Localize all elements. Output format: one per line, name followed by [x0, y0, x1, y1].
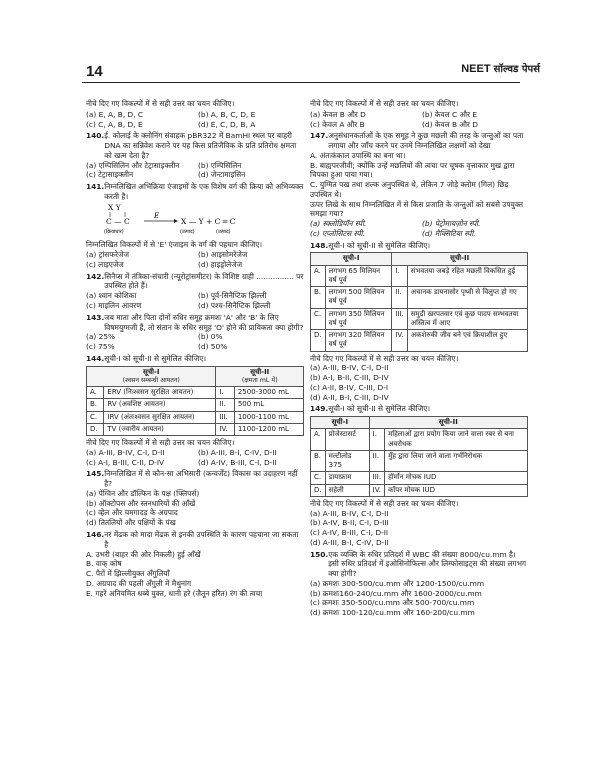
- question-text: सूची-I को सूची-II से सुमेलित कीजिए।: [328, 404, 431, 414]
- row-match: 1100-1200 mL: [234, 423, 303, 435]
- row-match: मुँह द्वारा लिया जाने वाला गर्भनिरोधक: [385, 450, 528, 471]
- table-row: [311, 287, 528, 308]
- question-number: 141.: [86, 182, 105, 192]
- row-item: सहेली: [325, 484, 369, 496]
- table-row: [311, 429, 528, 450]
- row-item: मल्टीलोड 375: [325, 450, 369, 471]
- option-c[interactable]: (c) A-II, B-IV, C-III, D-I: [310, 382, 389, 392]
- list-1-header: सूची-I: [311, 253, 392, 265]
- statement-c: C. पैरों में झिल्लीयुक्त अँगुलियाँ: [86, 569, 170, 579]
- question-text: जब माता और पिता दोनों रुधिर समूह क्रमशः 'A' और 'B' के लिए विषमयुग्मजी हैं, तो संतान के रुधिर समूह 'O' होने की प्रायिकता क्या होगी?: [104, 312, 304, 332]
- option-c[interactable]: (c) टेट्रासाइक्लीन: [86, 170, 134, 180]
- options: [86, 489, 304, 528]
- option-c[interactable]: (c) क्रमशः 350-500/cu.mm और 500-700/cu.mm: [310, 598, 475, 608]
- options: [86, 110, 304, 130]
- option-c[interactable]: (c) A-IV, B-III, C-I, D-II: [310, 528, 389, 538]
- option-a[interactable]: (a) 25%: [86, 332, 116, 342]
- book-title-brand: NEET: [461, 63, 491, 75]
- options: [86, 161, 304, 181]
- row-match: 500 mL: [234, 399, 303, 411]
- option-a[interactable]: (a) A-III, B-IV, C-I, D-II: [86, 447, 165, 457]
- option-d[interactable]: (d) क्रमशः 100-120/cu.mm और 160-200/cu.mm: [310, 608, 475, 618]
- option-d[interactable]: (d) A-IV, B-III, C-I, D-II: [198, 457, 277, 467]
- option-b[interactable]: (b) एम्पिसिलिन: [198, 160, 242, 170]
- option-b[interactable]: (b) क्रमशः160-240/cu.mm और 1600-2000/cu.mm: [310, 588, 482, 598]
- question-text: निम्नलिखित अभिक्रिया एंजाइमों के एक विशेष वर्ग की क्रिया को अभिव्यक्त करती है।: [104, 182, 304, 201]
- row-item: प्रोजेस्टासर्ट: [325, 429, 369, 450]
- question-145: [86, 469, 304, 528]
- row-roman: III.: [216, 411, 234, 423]
- option-d[interactable]: (d) मैक्सिटिया स्पी.: [422, 228, 476, 238]
- row-letter: A.: [311, 265, 326, 286]
- question-text: सूची-I को सूची-II से सुमेलित कीजिए।: [104, 353, 207, 363]
- question-150: [310, 550, 528, 618]
- options: [86, 332, 304, 352]
- option-c[interactable]: (c) केवल A और B: [310, 119, 365, 129]
- question-number: 147.: [310, 131, 329, 141]
- option-b[interactable]: (b) केवल C और E: [422, 109, 478, 119]
- product-caption-2: (उत्पाद): [216, 228, 231, 235]
- option-d[interactable]: (d) केवल B और D: [422, 119, 478, 129]
- statement-c: C. युग्मित पख तथा शल्क अनुपस्थित थे, लेकिन 7 जोड़े क्लोम (गिल) छिद्र उपस्थित थे।: [310, 180, 509, 199]
- question-148: [310, 241, 528, 403]
- row-item: IRV (अंतःश्वसन सुरक्षित आयतन): [104, 411, 216, 423]
- question-149: [310, 404, 528, 547]
- option-d[interactable]: (d) A-II, B-I, C-III, D-IV: [310, 392, 389, 402]
- row-letter: A.: [311, 429, 326, 450]
- list-1-header: सूची-I: [311, 417, 370, 429]
- row-roman: I.: [216, 387, 234, 399]
- question-number: 149.: [310, 404, 329, 414]
- book-title-sub: सॉल्वड पेपर्स: [493, 64, 540, 75]
- option-b[interactable]: (b) A, B, C, D, E: [198, 109, 256, 119]
- statement-a: A. उभरी (बाहर की ओर निकली) हुई आँखें: [86, 549, 201, 559]
- table-row: [87, 387, 304, 399]
- row-roman: IV.: [392, 330, 407, 351]
- question-text: एक व्यक्ति के रुधिर प्रतिदर्श में WBC की संख्या 8000/cu.mm है। इसी रुधिर प्रतिदर्श में इओसिनोफिल्स और लिम्फोसाइट्स की संख्या लगभग क्या होगी?: [328, 549, 527, 579]
- row-letter: B.: [87, 399, 104, 411]
- option-d[interactable]: (d) E, C, D, B, A: [198, 119, 256, 129]
- list-1-subtitle: (श्वसन सम्बन्धी आयतन): [122, 376, 180, 384]
- question-146-tail: [310, 99, 528, 129]
- reaction-products: X — Y + C ═ C: [181, 216, 236, 226]
- question-number: 143.: [86, 312, 105, 322]
- row-roman: III.: [369, 472, 384, 484]
- question-text: सूची-I को सूची-II से सुमेलित कीजिए।: [328, 240, 431, 250]
- table-row: [87, 399, 304, 411]
- row-item: डायाफ्राम: [325, 472, 369, 484]
- table-row: [311, 484, 528, 496]
- row-match: संभवतया जबड़े रहित मछली विकसित हुई: [407, 265, 527, 286]
- row-item: लगभग 320 मिलियन वर्ष पूर्व: [325, 330, 392, 351]
- row-item: लगभग 65 मिलियन वर्ष पूर्व: [325, 265, 392, 286]
- option-d[interactable]: (d) जेन्टामाइसिन: [198, 170, 246, 180]
- option-b[interactable]: (b) A-IV, B-II, C-I, D-III: [310, 518, 389, 528]
- row-match: 2500-3000 mL: [234, 387, 303, 399]
- option-b[interactable]: (b) 0%: [198, 332, 223, 342]
- row-item: ERV (निःश्वसन सुरक्षित आयतन): [104, 387, 216, 399]
- question-prompt: नीचे दिए गए विकल्पों में से सही उत्तर का चयन कीजिए।: [310, 498, 459, 508]
- option-a[interactable]: (a) ट्रांसफरेजेज: [86, 250, 129, 260]
- option-c[interactable]: (c) एप्लोसिटस स्पी.: [310, 228, 365, 238]
- match-table: [310, 416, 528, 497]
- option-a[interactable]: (a) A-III, B-IV, C-I, D-II: [310, 508, 389, 518]
- options: [310, 363, 528, 402]
- table-header-row: [87, 366, 304, 387]
- list-1-header: [87, 366, 216, 387]
- row-match: कॉपर मोचक IUD: [385, 484, 528, 496]
- row-letter: B.: [311, 287, 326, 308]
- question-prompt: ऊपर लिखे के साथ निम्नलिखित में से किस प्रजाति के जन्तुओं को सबसे उपयुक्त समझा गया?: [310, 199, 523, 219]
- question-prompt: नीचे दिए गए विकल्पों में से सही उत्तर का चयन कीजिए।: [310, 353, 459, 363]
- list-2-header: [216, 366, 304, 387]
- row-roman: IV.: [369, 484, 384, 496]
- list-2-header: सूची-II: [369, 417, 527, 429]
- row-item: लगभग 500 मिलियन वर्ष पूर्व: [325, 287, 392, 308]
- question-144: [86, 354, 304, 468]
- row-letter: B.: [311, 450, 326, 471]
- option-c[interactable]: (c) C, A, B, D, E: [86, 119, 143, 129]
- row-roman: I.: [392, 265, 407, 286]
- question-141: [86, 182, 304, 270]
- match-table: [310, 252, 528, 351]
- question-number: 150.: [310, 549, 329, 559]
- question-prompt: निम्नलिखित विकल्पों में से 'E' एंजाइम के वर्ग की पहचान कीजिए।: [86, 240, 263, 250]
- statement-e: E. गहरे अनियमित धब्बे युक्त, धानी हरे (जैतून हरित) रंग की त्वचा: [86, 588, 263, 598]
- options: [310, 509, 528, 548]
- option-a[interactable]: (a) एम्पिसिलिन और टेट्रासाइक्लीन: [86, 160, 180, 170]
- row-match: समुद्री खरपतवार एवं कुछ पादप सम्भवतया अस्तित्व में आए: [407, 308, 527, 329]
- table-row: [311, 330, 528, 351]
- table-row: [311, 308, 528, 329]
- option-d[interactable]: (d) A-III, B-I, C-IV, D-II: [310, 537, 389, 547]
- option-d[interactable]: (d) 50%: [198, 342, 228, 352]
- question-142: [86, 272, 304, 311]
- question-text: ई. कोलाई के क्लोनिंग संवाहक pBR322 में BamHI स्थल पर बाहरी DNA का सन्निवेश कराने पर यह किस प्रतिजैविक के प्रति प्रतिरोध क्षमता को खत्म देता है?: [104, 131, 297, 160]
- statement-b: B. वाक् कोष: [86, 559, 122, 569]
- substrate-caption: (क्रियाधार): [104, 228, 124, 235]
- question-number: 142.: [86, 271, 105, 281]
- options: [86, 291, 304, 311]
- row-letter: D.: [87, 423, 104, 435]
- option-a[interactable]: (a) पेंग्विन और डॉल्फिन के पक्ष (फ्लिपर्स): [86, 488, 200, 498]
- row-match: हॉर्मोन मोचक IUD: [385, 472, 528, 484]
- question-146: [86, 530, 304, 598]
- table-row: [87, 423, 304, 435]
- question-147: [310, 131, 528, 238]
- instruction: नीचे दिए गए विकल्पों में से सही उत्तर का चयन कीजिए।: [310, 99, 459, 108]
- list-2-header: सूची-II: [392, 253, 528, 265]
- question-text: नर मेंढक को मादा मेंढक से इनकी उपस्थिति के कारण पहचाना जा सकता है: [104, 529, 299, 549]
- row-match: 1000-1100 mL: [234, 411, 303, 423]
- row-roman: II.: [369, 450, 384, 471]
- statement-a: A. अंतःकंकाल उपास्थि का बना था।: [310, 150, 406, 160]
- row-match: अचानक डायनासोर पृथ्वी से विलुप्त हो गए: [407, 287, 527, 308]
- row-match: महिलाओं द्वारा प्रयोग किया जाने वाला रबर से बना अवरोधक: [385, 429, 528, 450]
- table-row: [311, 265, 528, 286]
- option-c[interactable]: (c) व्हेल और चमगादड़ के अग्रपाद: [86, 508, 178, 518]
- table-row: [87, 411, 304, 423]
- option-c[interactable]: (c) माइलिन आवरण: [86, 301, 142, 311]
- option-b[interactable]: (b) A-III, B-I, C-IV, D-II: [198, 447, 277, 457]
- reaction-diagram: [86, 202, 286, 238]
- options: [310, 219, 528, 239]
- product-caption-1: (उत्पाद): [180, 228, 195, 235]
- list-1-title: सूची-I: [142, 367, 160, 376]
- question-text: निम्नलिखित में से कौन-सा अभिसारी (कन्वर्जेंट) विकास का उदाहरण नहीं है?: [104, 469, 298, 489]
- match-table: [86, 366, 304, 436]
- options: [86, 250, 304, 270]
- statement-b: B. बाह्यपरजीवी; क्योंकि उन्हें मछलियों की त्वचा पर चूषक वृत्ताकार मुख द्वारा चिपका हुआ पाया गया।: [310, 160, 515, 180]
- option-a[interactable]: (a) A-III, B-IV, C-I, D-II: [310, 363, 389, 373]
- question-number: 148.: [310, 240, 329, 250]
- option-b[interactable]: (b) ऑक्टोपस और स्तनधारियों की आँखें: [86, 498, 196, 508]
- book-title: [461, 62, 540, 77]
- row-item: RV (अवशिष्ट आयतन): [104, 399, 216, 411]
- row-roman: I.: [369, 429, 384, 450]
- row-letter: C.: [311, 472, 326, 484]
- options: [310, 110, 528, 130]
- list-2-title: सूची-II: [250, 367, 270, 376]
- row-letter: D.: [311, 484, 326, 496]
- row-roman: II.: [392, 287, 407, 308]
- option-d[interactable]: (d) हाइड्रोलेजेज: [198, 259, 243, 269]
- list-2-subtitle: (क्षमता mL में): [241, 376, 278, 384]
- statement-list: [310, 151, 528, 200]
- option-d[interactable]: (d) पश्च-सिनैप्टिक झिल्ली: [198, 301, 271, 311]
- question-prompt: नीचे दिए गए विकल्पों में से सही उत्तर का चयन कीजिए।: [86, 438, 235, 448]
- question-143: [86, 313, 304, 352]
- page-number: 14: [86, 63, 103, 80]
- question-139-tail: [86, 99, 304, 129]
- reaction-substrate: C — C: [106, 216, 130, 226]
- options: [86, 448, 304, 468]
- option-b[interactable]: (b) पेट्रोमायज़ोन स्पी.: [422, 219, 481, 229]
- statement-d: D. अग्रपाद की पहली अँगुली में मैथुनांग: [86, 578, 192, 588]
- enzyme-label: E: [154, 211, 160, 220]
- table-row: [311, 472, 528, 484]
- option-a[interactable]: (a) स्क्लोडियॉन स्पी.: [310, 219, 367, 229]
- option-a[interactable]: (a) E, A, B, D, C: [86, 109, 144, 119]
- row-roman: IV.: [216, 423, 234, 435]
- question-140: [86, 131, 304, 180]
- question-number: 140.: [86, 131, 105, 141]
- row-letter: C.: [87, 411, 104, 423]
- option-c[interactable]: (c) A-I, B-III, C-II, D-IV: [86, 457, 165, 467]
- option-a[interactable]: (a) केवल B और D: [310, 109, 366, 119]
- option-a[interactable]: (a) श्वान कोशिका: [86, 291, 137, 301]
- table-header-row: [311, 253, 528, 265]
- question-text: सिनैप्स में तंत्रिका-संचारी (न्यूरोट्रांसमीटर) के विशिष्ट ग्राही ................ पर उपस्थित होते हैं।: [104, 271, 304, 291]
- option-b[interactable]: (b) पूर्व-सिनैप्टिक झिल्ली: [198, 291, 267, 301]
- row-letter: D.: [311, 330, 326, 351]
- row-letter: C.: [311, 308, 326, 329]
- option-c[interactable]: (c) 75%: [86, 342, 115, 352]
- option-d[interactable]: (d) तितलियों और पक्षियों के पंख: [86, 518, 176, 528]
- left-column: [86, 99, 304, 600]
- table-row: [311, 450, 528, 471]
- reaction-substituents: X Y: [108, 202, 121, 212]
- question-number: 146.: [86, 529, 105, 539]
- table-header-row: [311, 417, 528, 429]
- question-number: 145.: [86, 469, 105, 479]
- question-number: 144.: [86, 353, 105, 363]
- instruction: नीचे दिए गए विकल्पों में से सही उत्तर का चयन कीजिए।: [86, 99, 235, 108]
- row-roman: II.: [216, 399, 234, 411]
- row-roman: III.: [392, 308, 407, 329]
- statement-list: [86, 550, 304, 599]
- options: [310, 579, 528, 618]
- row-match: अकशेरुकी जीव बने एवं क्रियाशील हुए: [407, 330, 527, 351]
- option-b[interactable]: (b) A-I, B-II, C-III, D-IV: [310, 373, 389, 383]
- row-item: TV (ज्वारीय आयतन): [104, 423, 216, 435]
- right-column: [310, 99, 528, 620]
- row-item: लगभग 350 मिलियन वर्ष पूर्व: [325, 308, 392, 329]
- option-b[interactable]: (b) आइसोमरेजेज: [198, 250, 248, 260]
- option-c[interactable]: (c) लाइएजेज: [86, 259, 124, 269]
- header-rule: [82, 82, 520, 83]
- row-letter: A.: [87, 387, 104, 399]
- option-a[interactable]: (a) क्रमशः 300-500/cu.mm और 1200-1500/cu.mm: [310, 578, 485, 588]
- question-text: अनुसंधानकर्ताओं के एक समूह ने कुछ मछली की तरह के जन्तुओं का पता लगाया और जाँच करने पर उनमें निम्नलिखित लक्षणों को देखा: [328, 131, 524, 151]
